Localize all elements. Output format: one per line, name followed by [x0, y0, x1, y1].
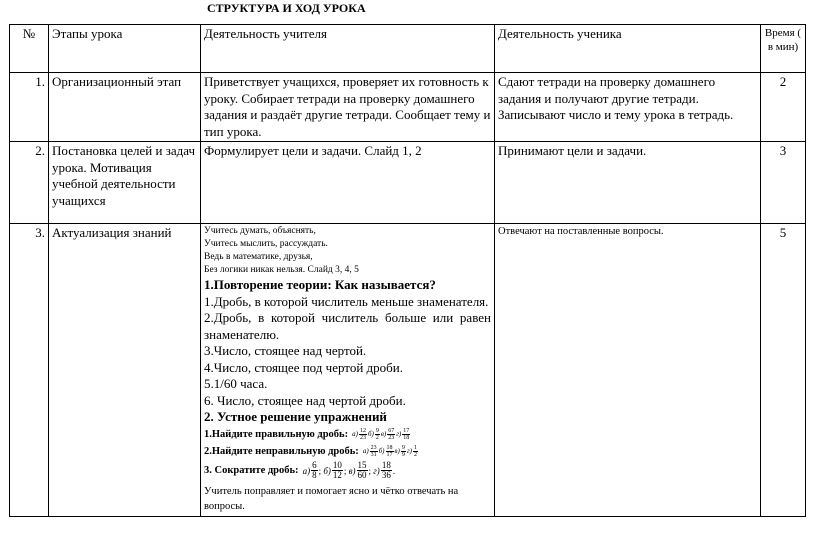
row2-time: 3: [761, 142, 806, 224]
poem-line: Учитесь мыслить, рассуждать.: [204, 239, 328, 249]
theory-item: 4.Число, стоящее под чертой дроби.: [204, 359, 403, 375]
header-stage: Этапы урока: [49, 25, 201, 73]
poem-line: Без логики никак нельзя. Слайд 3, 4, 5: [204, 265, 359, 275]
header-time: [761, 25, 806, 73]
theory-item: 3.Число, стоящее над чертой.: [204, 343, 367, 358]
row1-time: 2: [761, 73, 806, 142]
task2-label: 2.Найдите неправильную дробь:: [204, 445, 359, 457]
numerator: 18: [381, 460, 391, 470]
numerator: 18: [386, 444, 393, 451]
numerator: 23: [370, 444, 377, 451]
fraction: [387, 428, 395, 441]
opt-letter: в): [380, 429, 387, 438]
numerator: 10: [332, 460, 342, 470]
numerator: 15: [357, 460, 367, 470]
row3-time: 5: [761, 224, 806, 517]
row2-num: 2.: [10, 142, 49, 224]
fraction: [381, 461, 392, 480]
header-student: Деятельность ученика: [495, 25, 761, 73]
row3-teacher: [201, 224, 495, 517]
opt-letter: в): [394, 446, 400, 455]
fraction: [311, 461, 318, 480]
fraction: [332, 461, 343, 480]
theory-item: 6. Число, стоящее над чертой дроби.: [204, 392, 406, 408]
header-time-label: Время ( в мин): [764, 27, 802, 53]
numerator: 1: [413, 444, 417, 451]
row3-stage: Актуализация знаний: [49, 224, 201, 517]
row3-student: [495, 224, 761, 517]
fraction: [401, 445, 406, 458]
task2: [204, 443, 491, 460]
row1-num: 1.: [10, 73, 49, 142]
numerator: 12: [359, 427, 366, 434]
oral-title: 2. Устное решение упражнений: [204, 409, 387, 424]
row1-stage: Организационный этап: [49, 73, 201, 142]
header-num: №: [10, 25, 49, 73]
denominator: 60: [357, 470, 367, 480]
denominator: 12: [332, 470, 342, 480]
denominator: 2: [375, 434, 379, 441]
opt-letter: в): [348, 465, 356, 476]
opt-letter: г): [396, 429, 402, 438]
denominator: 23: [388, 434, 395, 441]
table-header-row: [10, 25, 806, 73]
page-title: СТРУКТУРА И ХОД УРОКА: [207, 1, 366, 15]
row1-student: Сдают тетради на проверку домашнего задания и получают другие тетради. Записывают число и тему урока в тетрадь.: [495, 73, 761, 142]
denominator: 17: [386, 451, 393, 458]
fraction: [413, 445, 418, 458]
denominator: 23: [359, 434, 366, 441]
opt-letter: а): [302, 465, 311, 476]
row1-teacher: Приветствует учащихся, проверяет их готовность к уроку. Собирает тетради на проверку домашнего задания и раздаёт другие тетради. Сообщает тему и тип урока.: [201, 73, 495, 142]
poem-line: Учитесь думать, объяснять,: [204, 226, 316, 236]
denominator: 31: [370, 451, 377, 458]
row2-student: Принимают цели и задачи.: [495, 142, 761, 224]
row3-num: 3.: [10, 224, 49, 517]
theory-item: 2.Дробь, в которой числитель больше или равен знаменателю.: [204, 310, 491, 342]
header-teacher: Деятельность учителя: [201, 25, 495, 73]
row2-teacher: Формулирует цели и задачи. Слайд 1, 2: [201, 142, 495, 224]
numerator: 9: [401, 444, 405, 451]
opt-letter: б): [323, 465, 331, 476]
fraction: [370, 445, 378, 458]
table-row: [10, 224, 806, 517]
opt-letter: а): [352, 429, 358, 438]
row2-stage: Постановка целей и задач урока. Мотивация учебной деятельности учащихся: [49, 142, 201, 224]
lesson-structure-table: [9, 24, 806, 517]
denominator: 18: [403, 434, 410, 441]
denominator: 8: [312, 470, 317, 480]
denominator: 2: [413, 451, 417, 458]
task3-label: 3. Сократите дробь:: [204, 464, 299, 476]
teacher-footer: Учитель поправляет и помогает ясно и чётко отвечать на вопросы.: [204, 485, 459, 512]
denominator: 9: [401, 451, 405, 458]
numerator: 67: [388, 427, 395, 434]
opt-letter: а): [362, 446, 369, 455]
opt-letter: б): [367, 429, 374, 438]
theory-item: 5.1/60 часа.: [204, 376, 268, 391]
numerator: 9: [375, 427, 379, 434]
task1-label: 1.Найдите правильную дробь:: [204, 428, 349, 440]
opt-letter: г): [373, 465, 380, 476]
theory-title: 1.Повторение теории: Как называется?: [204, 277, 436, 292]
opt-letter: г): [406, 446, 412, 455]
poem-line: Ведь в математике, друзья,: [204, 252, 313, 262]
row3-student-text: Отвечают на поставленные вопросы.: [498, 226, 664, 237]
theory-item: 1.Дробь, в которой числитель меньше знаменателя.: [204, 293, 489, 309]
fraction: [359, 428, 367, 441]
task3: 3. Сократите дробь: а) $\frac{6}{8}$ ; б) $\frac{10}{12}$ ; в) $\frac{15}{60}$ ; г) $\frac{18}{36}$ .: [204, 460, 396, 480]
task1: [204, 426, 491, 443]
fraction: [357, 461, 368, 480]
numerator: 6: [312, 460, 317, 470]
numerator: 17: [403, 427, 410, 434]
denominator: 36: [381, 470, 391, 480]
fraction: [375, 428, 380, 441]
opt-letter: б): [378, 446, 385, 455]
table-row: [10, 73, 806, 142]
fraction: [402, 428, 410, 441]
table-row: [10, 142, 806, 224]
fraction: [386, 445, 394, 458]
